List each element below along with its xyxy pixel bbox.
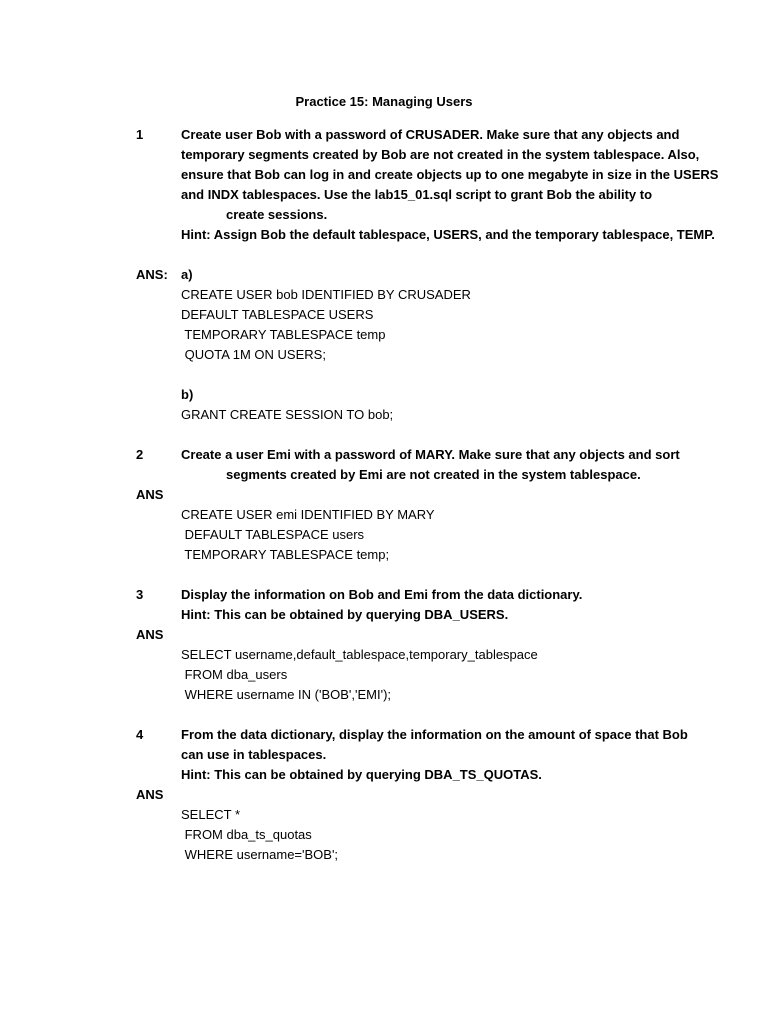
- answer-3-header: [0, 625, 768, 645]
- question-text: segments created by Emi are not created in the system tablespace.: [226, 467, 641, 482]
- hint-text: Hint: Assign Bob the default tablespace, USERS, and the temporary tablespace, TEMP.: [181, 227, 715, 242]
- question-1-hint: [0, 225, 768, 245]
- code-text: TEMPORARY TABLESPACE temp: [181, 327, 386, 342]
- code-text: SELECT *: [181, 807, 241, 822]
- code-line: [0, 505, 768, 525]
- code-line: [0, 805, 768, 825]
- question-text: and INDX tablespaces. Use the lab15_01.sql script to grant Bob the ability to: [181, 187, 653, 202]
- code-line: [0, 685, 768, 705]
- question-4-hint: [0, 765, 768, 785]
- hint-text: Hint: This can be obtained by querying DBA_USERS.: [181, 607, 509, 622]
- answer-label: ANS:: [136, 267, 168, 282]
- code-line: [0, 645, 768, 665]
- hint-text: Hint: This can be obtained by querying DBA_TS_QUOTAS.: [181, 767, 542, 782]
- answer-part-b: [0, 385, 768, 405]
- question-1-line-2: [0, 145, 768, 165]
- question-text: temporary segments created by Bob are not created in the system tablespace. Also,: [181, 147, 700, 162]
- question-number: 4: [136, 727, 144, 742]
- code-line: [0, 325, 768, 345]
- code-line: [0, 345, 768, 365]
- question-number: 2: [136, 447, 144, 462]
- question-text: Create a user Emi with a password of MARY. Make sure that any objects and sort: [181, 447, 680, 462]
- answer-label: ANS: [136, 787, 164, 802]
- code-text: CREATE USER bob IDENTIFIED BY CRUSADER: [181, 287, 471, 302]
- question-1-line-3: [0, 165, 768, 185]
- answer-label: ANS: [136, 487, 164, 502]
- question-2-line-1: [0, 445, 768, 465]
- question-text: Display the information on Bob and Emi from the data dictionary.: [181, 587, 583, 602]
- answer-label: ANS: [136, 627, 164, 642]
- code-text: SELECT username,default_tablespace,temporary_tablespace: [181, 647, 538, 662]
- code-line: [0, 825, 768, 845]
- code-text: DEFAULT TABLESPACE users: [181, 527, 365, 542]
- code-text: WHERE username IN ('BOB','EMI');: [181, 687, 392, 702]
- question-3-hint: [0, 605, 768, 625]
- question-4-line-2: [0, 745, 768, 765]
- code-line: [0, 305, 768, 325]
- code-text: TEMPORARY TABLESPACE temp;: [181, 547, 390, 562]
- question-1-line-1: [0, 125, 768, 145]
- page-title: Practice 15: Managing Users: [295, 94, 473, 109]
- code-line: [0, 545, 768, 565]
- code-text: QUOTA 1M ON USERS;: [181, 347, 326, 362]
- question-text: From the data dictionary, display the information on the amount of space that Bob: [181, 727, 688, 742]
- code-text: DEFAULT TABLESPACE USERS: [181, 307, 374, 322]
- answer-part-label: b): [181, 387, 194, 402]
- code-text: FROM dba_users: [181, 667, 288, 682]
- code-text: GRANT CREATE SESSION TO bob;: [181, 407, 394, 422]
- question-text: ensure that Bob can log in and create objects up to one megabyte in size in the USERS: [181, 167, 719, 182]
- question-text: can use in tablespaces.: [181, 747, 327, 762]
- question-number: 3: [136, 587, 144, 602]
- code-line: [0, 665, 768, 685]
- code-line: [0, 845, 768, 865]
- code-line: [0, 405, 768, 425]
- code-line: [0, 525, 768, 545]
- answer-1-header: [0, 265, 768, 285]
- question-number: 1: [136, 127, 144, 142]
- answer-4-header: [0, 785, 768, 805]
- question-1-line-4: [0, 185, 768, 205]
- question-text: create sessions.: [226, 207, 328, 222]
- question-1-line-5: [0, 205, 768, 225]
- code-text: WHERE username='BOB';: [181, 847, 339, 862]
- code-line: [0, 285, 768, 305]
- code-text: CREATE USER emi IDENTIFIED BY MARY: [181, 507, 435, 522]
- question-4-line-1: [0, 725, 768, 745]
- answer-part-label: a): [181, 267, 193, 282]
- question-text: Create user Bob with a password of CRUSADER. Make sure that any objects and: [181, 127, 680, 142]
- question-2-line-2: [0, 465, 768, 485]
- answer-2-header: [0, 485, 768, 505]
- code-text: FROM dba_ts_quotas: [181, 827, 312, 842]
- question-3-line-1: [0, 585, 768, 605]
